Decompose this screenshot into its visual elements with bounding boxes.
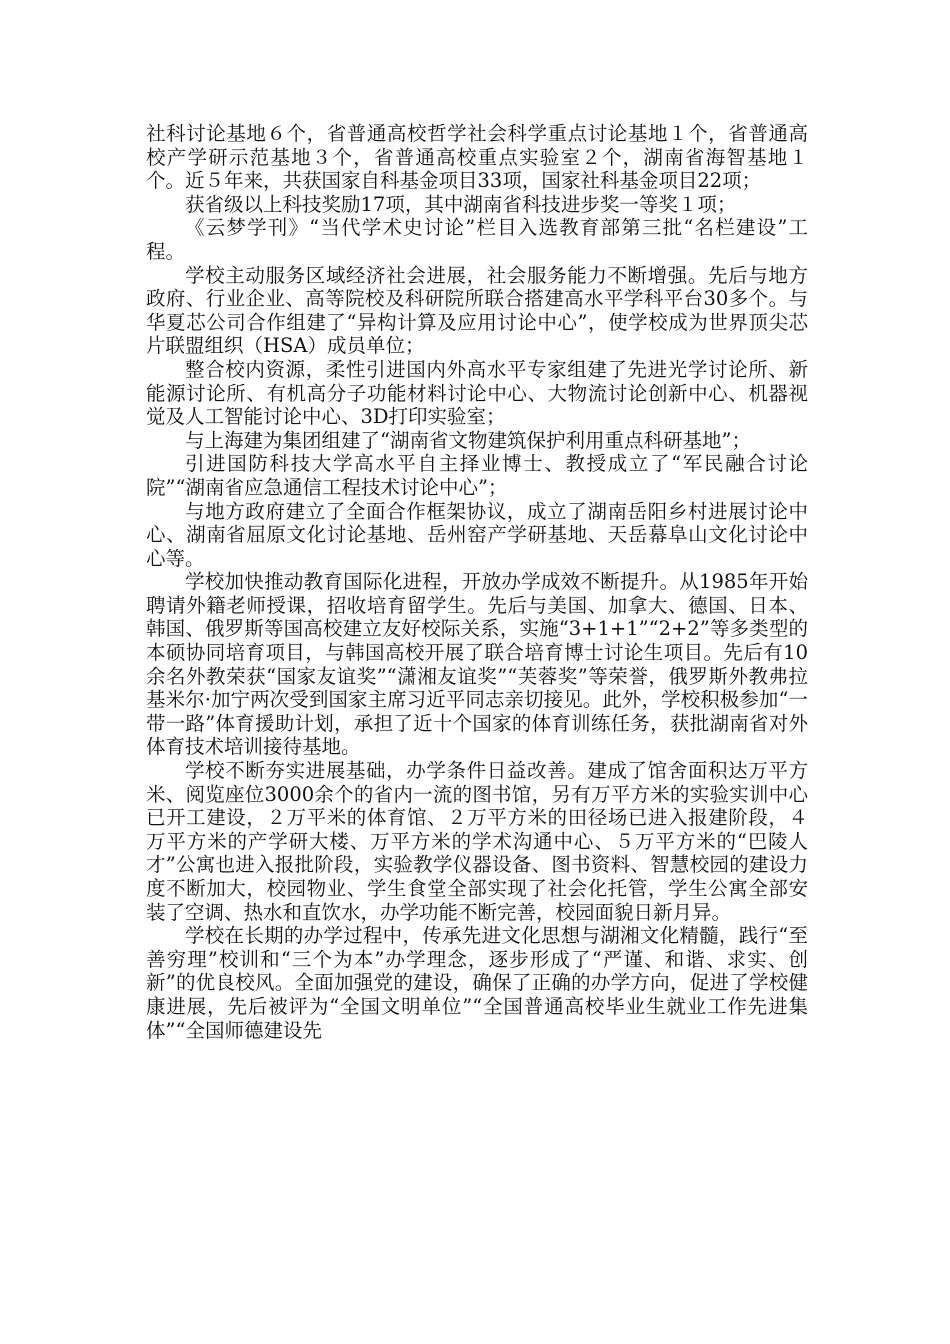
document-body xyxy=(146,122,808,1042)
paragraph-continuation: 社科讨论基地６个，省普通高校哲学社会科学重点讨论基地１个，省普通高校产学研示范基地３个，省普通高校重点实验室２个，湖南省海智基地１个。近５年来，共获国家自科基金项目33项，国家社科基金项目22项； xyxy=(146,122,808,193)
paragraph-journal: 《云梦学刊》“当代学术史讨论”栏目入选教育部第三批“名栏建设”工程。 xyxy=(146,216,808,263)
paragraph-social-service: 学校主动服务区域经济社会进展，社会服务能力不断增强。先后与地方政府、行业企业、高等院校及科研院所联合搭建高水平学科平台30多个。与华夏芯公司合作组建了“异构计算及应用讨论中心”，使学校成为世界顶尖芯片联盟组织（HSA）成员单位； xyxy=(146,263,808,358)
paragraph-internal-resources: 整合校内资源，柔性引进国内外高水平专家组建了先进光学讨论所、新能源讨论所、有机高分子功能材料讨论中心、大物流讨论创新中心、机器视觉及人工智能讨论中心、3D打印实验室； xyxy=(146,357,808,429)
paragraph-culture: 学校在长期的办学过程中，传承先进文化思想与湖湘文化精髓，践行“至善穷理”校训和“三个为本”办学理念，逐步形成了“严谨、和谐、求实、创新”的优良校风。全面加强党的建设，确保了正确的办学方向，促进了学校健康进展，先后被评为“全国文明单位”“全国普通高校毕业生就业工作先进集体”“全国师德建设先 xyxy=(146,924,808,1042)
paragraph-local-government: 与地方政府建立了全面合作框架协议，成立了湖南岳阳乡村进展讨论中心、湖南省屈原文化讨论基地、岳州窑产学研基地、天岳幕阜山文化讨论中心等。 xyxy=(146,499,808,570)
paragraph-awards: 获省级以上科技奖励17项，其中湖南省科技进步奖一等奖１项； xyxy=(185,192,737,216)
paragraph-defense-university: 引进国防科技大学高水平自主择业博士、教授成立了“军民融合讨论院”“湖南省应急通信工程技术讨论中心”； xyxy=(146,452,808,499)
paragraph-shanghai-jianwei: 与上海建为集团组建了“湖南省文物建筑保护利用重点科研基地”； xyxy=(185,428,751,452)
paragraph-facilities: 学校不断夯实进展基础，办学条件日益改善。建成了馆舍面积达万平方米、阅览座位3000余个的省内一流的图书馆，另有万平方米的实验实训中心已开工建设，２万平米的体育馆、２万平方米的田径场已进入报建阶段，４万平方米的产学研大楼、万平方米的学术沟通中心、５万平方米的“巴陵人才”公寓也进入报批阶段，实验教学仪器设备、图书资料、智慧校园的建设力度不断加大，校园物业、学生食堂全部实现了社会化托管，学生公寓全部安装了空调、热水和直饮水，办学功能不断完善，校园面貌日新月异。 xyxy=(146,759,808,924)
paragraph-internationalization: 学校加快推动教育国际化进程，开放办学成效不断提升。从1985年开始聘请外籍老师授课，招收培育留学生。先后与美国、加拿大、德国、日本、韩国、俄罗斯等国高校建立友好校际关系，实施“3+1+1”“2+2”等多类型的本硕协同培育项目，与韩国高校开展了联合培育博士讨论生项目。先后有10余名外教荣获“国家友谊奖”“潇湘友谊奖”“芙蓉奖”等荣誉，俄罗斯外教弗拉基米尔·加宁两次受到国家主席习近平同志亲切接见。此外，学校积极参加“一带一路”体育援助计划，承担了近十个国家的体育训练任务，获批湖南省对外体育技术培训接待基地。 xyxy=(146,570,808,759)
